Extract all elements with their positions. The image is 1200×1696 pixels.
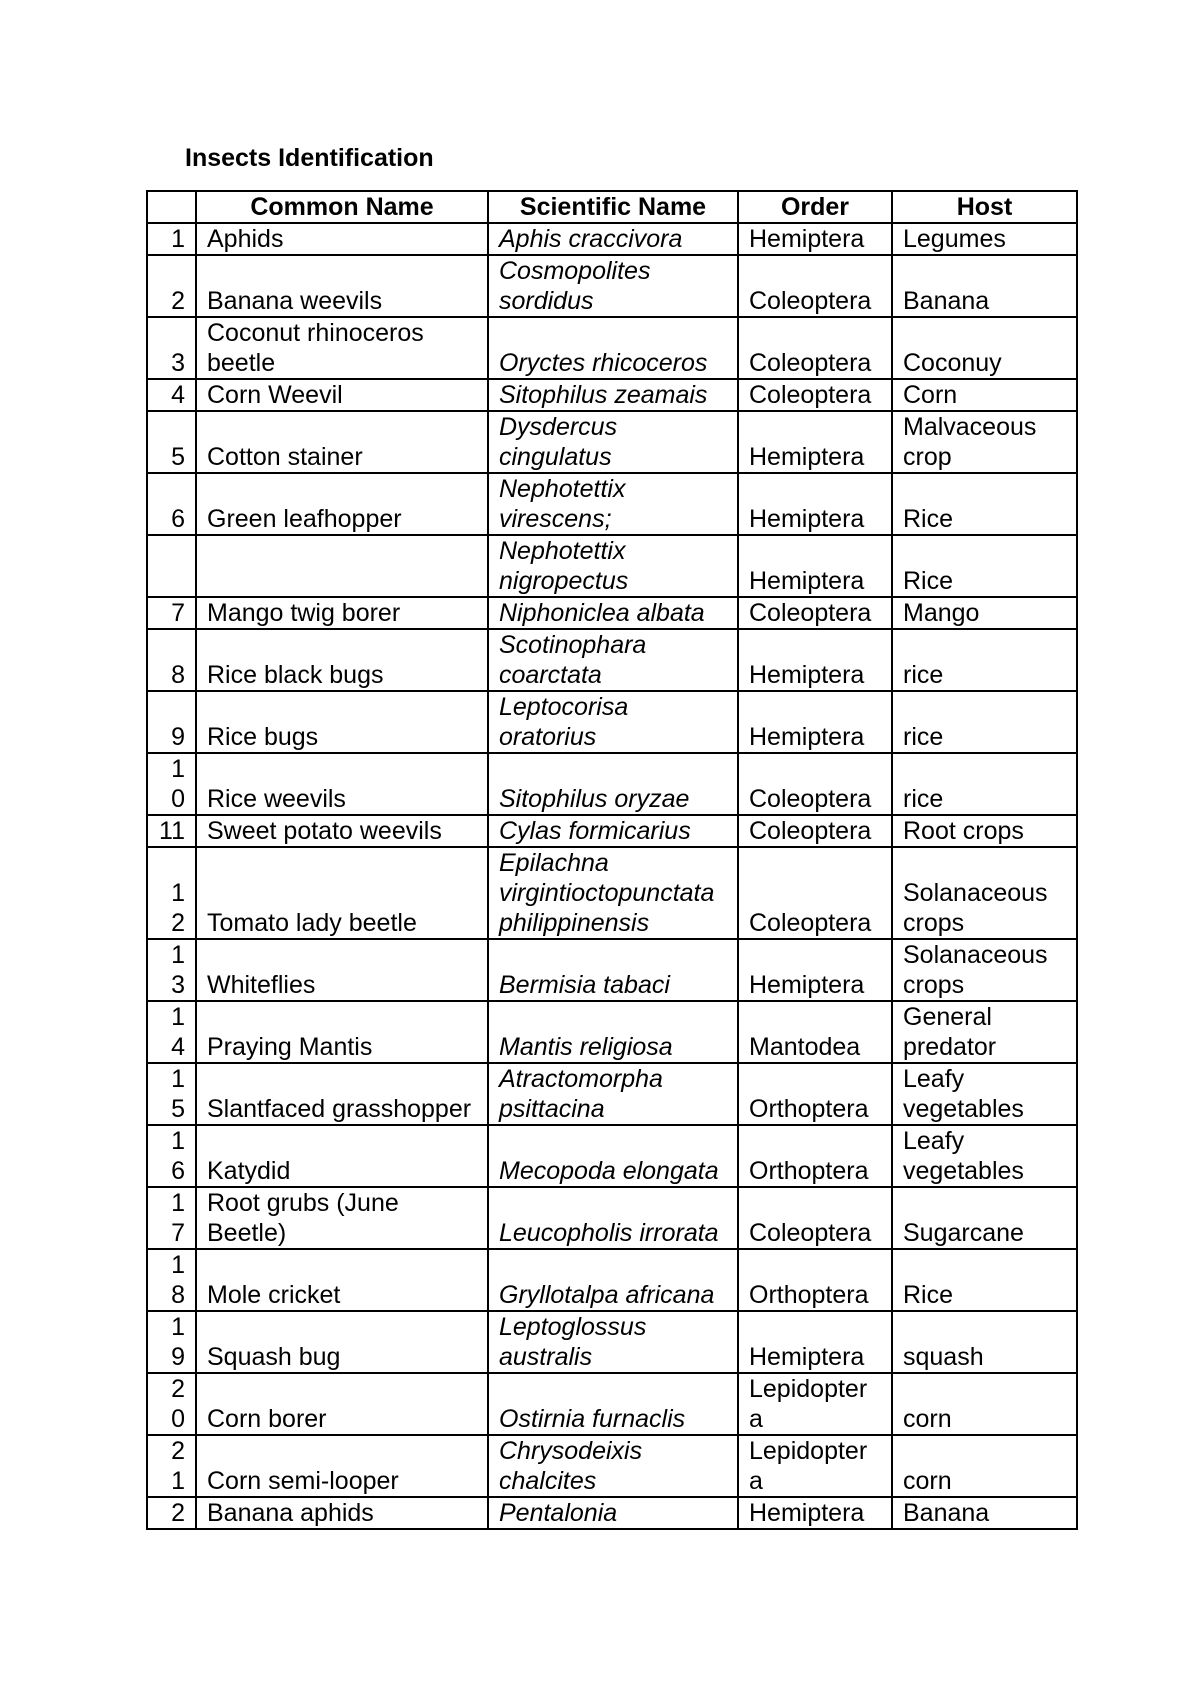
- table-row: [147, 847, 1077, 939]
- host-cell: Corn: [892, 379, 1077, 411]
- order-cell: Orthoptera: [738, 1249, 892, 1311]
- common-name-cell: Banana weevils: [196, 255, 488, 317]
- scientific-name-cell: Nephotettix nigropectus: [488, 535, 738, 597]
- table-row: [147, 1249, 1077, 1311]
- common-name-cell: Squash bug: [196, 1311, 488, 1373]
- scientific-name-cell: Dysdercus cingulatus: [488, 411, 738, 473]
- host-cell: rice: [892, 629, 1077, 691]
- host-cell: Root crops: [892, 815, 1077, 847]
- table-row: [147, 223, 1077, 255]
- scientific-name-cell: Chrysodeixis chalcites: [488, 1435, 738, 1497]
- row-number: 7: [147, 597, 196, 629]
- host-cell: Banana: [892, 1497, 1077, 1529]
- order-cell: Lepidoptera: [738, 1435, 892, 1497]
- host-cell: rice: [892, 691, 1077, 753]
- row-number: 18: [147, 1249, 196, 1311]
- host-cell: corn: [892, 1373, 1077, 1435]
- common-name-cell: Mole cricket: [196, 1249, 488, 1311]
- host-cell: Sugarcane: [892, 1187, 1077, 1249]
- common-name-cell: Katydid: [196, 1125, 488, 1187]
- table-row: [147, 379, 1077, 411]
- table-row: [147, 1001, 1077, 1063]
- order-cell: Hemiptera: [738, 1311, 892, 1373]
- table-row: [147, 1373, 1077, 1435]
- header-number: [147, 191, 196, 223]
- table-row: [147, 255, 1077, 317]
- order-cell: Coleoptera: [738, 847, 892, 939]
- scientific-name-cell: Leptoglossus australis: [488, 1311, 738, 1373]
- host-cell: Banana: [892, 255, 1077, 317]
- row-number: 13: [147, 939, 196, 1001]
- common-name-cell: Praying Mantis: [196, 1001, 488, 1063]
- order-cell: Hemiptera: [738, 939, 892, 1001]
- common-name-cell: Corn Weevil: [196, 379, 488, 411]
- row-number: 11: [147, 815, 196, 847]
- scientific-name-cell: Nephotettix virescens;: [488, 473, 738, 535]
- order-cell: Coleoptera: [738, 255, 892, 317]
- scientific-name-cell: Niphoniclea albata: [488, 597, 738, 629]
- scientific-name-cell: Cosmopolites sordidus: [488, 255, 738, 317]
- row-number: 8: [147, 629, 196, 691]
- host-cell: Legumes: [892, 223, 1077, 255]
- table-row: [147, 753, 1077, 815]
- host-cell: Leafy vegetables: [892, 1063, 1077, 1125]
- common-name-cell: Rice black bugs: [196, 629, 488, 691]
- table-body: [147, 223, 1077, 1529]
- table-row: [147, 317, 1077, 379]
- row-number: 20: [147, 1373, 196, 1435]
- row-number: [147, 535, 196, 597]
- common-name-cell: [196, 535, 488, 597]
- scientific-name-cell: Mantis religiosa: [488, 1001, 738, 1063]
- host-cell: rice: [892, 753, 1077, 815]
- host-cell: Coconuy: [892, 317, 1077, 379]
- common-name-cell: Rice bugs: [196, 691, 488, 753]
- scientific-name-cell: Oryctes rhicoceros: [488, 317, 738, 379]
- host-cell: Malvaceous crop: [892, 411, 1077, 473]
- row-number: 6: [147, 473, 196, 535]
- host-cell: corn: [892, 1435, 1077, 1497]
- table-row: [147, 815, 1077, 847]
- row-number: 16: [147, 1125, 196, 1187]
- common-name-cell: Rice weevils: [196, 753, 488, 815]
- order-cell: Hemiptera: [738, 1497, 892, 1529]
- common-name-cell: Aphids: [196, 223, 488, 255]
- order-cell: Orthoptera: [738, 1063, 892, 1125]
- scientific-name-cell: Atractomorpha psittacina: [488, 1063, 738, 1125]
- row-number: 17: [147, 1187, 196, 1249]
- table-row: [147, 691, 1077, 753]
- row-number: 2: [147, 1497, 196, 1529]
- row-number: 9: [147, 691, 196, 753]
- row-number: 21: [147, 1435, 196, 1497]
- order-cell: Coleoptera: [738, 379, 892, 411]
- row-number: 1: [147, 223, 196, 255]
- scientific-name-cell: Aphis craccivora: [488, 223, 738, 255]
- table-row: [147, 597, 1077, 629]
- row-number: 4: [147, 379, 196, 411]
- row-number: 14: [147, 1001, 196, 1063]
- table-row: [147, 1125, 1077, 1187]
- order-cell: Orthoptera: [738, 1125, 892, 1187]
- order-cell: Hemiptera: [738, 411, 892, 473]
- common-name-cell: Coconut rhinoceros beetle: [196, 317, 488, 379]
- order-cell: Coleoptera: [738, 317, 892, 379]
- scientific-name-cell: Cylas formicarius: [488, 815, 738, 847]
- scientific-name-cell: Leucopholis irrorata: [488, 1187, 738, 1249]
- table-row: [147, 629, 1077, 691]
- common-name-cell: Root grubs (June Beetle): [196, 1187, 488, 1249]
- common-name-cell: Banana aphids: [196, 1497, 488, 1529]
- common-name-cell: Corn borer: [196, 1373, 488, 1435]
- row-number: 10: [147, 753, 196, 815]
- order-cell: Mantodea: [738, 1001, 892, 1063]
- common-name-cell: Whiteflies: [196, 939, 488, 1001]
- common-name-cell: Tomato lady beetle: [196, 847, 488, 939]
- host-cell: Rice: [892, 535, 1077, 597]
- table-header-row: [147, 191, 1077, 223]
- common-name-cell: Cotton stainer: [196, 411, 488, 473]
- insects-table: [146, 190, 1078, 1530]
- host-cell: squash: [892, 1311, 1077, 1373]
- scientific-name-cell: Bermisia tabaci: [488, 939, 738, 1001]
- host-cell: Rice: [892, 1249, 1077, 1311]
- common-name-cell: Corn semi-looper: [196, 1435, 488, 1497]
- order-cell: Hemiptera: [738, 535, 892, 597]
- table-row: [147, 535, 1077, 597]
- scientific-name-cell: Gryllotalpa africana: [488, 1249, 738, 1311]
- scientific-name-cell: Scotinophara coarctata: [488, 629, 738, 691]
- scientific-name-cell: Mecopoda elongata: [488, 1125, 738, 1187]
- host-cell: General predator: [892, 1001, 1077, 1063]
- row-number: 5: [147, 411, 196, 473]
- order-cell: Hemiptera: [738, 629, 892, 691]
- table-row: [147, 1435, 1077, 1497]
- common-name-cell: Mango twig borer: [196, 597, 488, 629]
- common-name-cell: Sweet potato weevils: [196, 815, 488, 847]
- table-row: [147, 411, 1077, 473]
- header-host: Host: [892, 191, 1077, 223]
- order-cell: Hemiptera: [738, 691, 892, 753]
- header-order: Order: [738, 191, 892, 223]
- scientific-name-cell: Leptocorisa oratorius: [488, 691, 738, 753]
- row-number: 12: [147, 847, 196, 939]
- host-cell: Solanaceous crops: [892, 847, 1077, 939]
- common-name-cell: Green leafhopper: [196, 473, 488, 535]
- table-row: [147, 1187, 1077, 1249]
- host-cell: Mango: [892, 597, 1077, 629]
- scientific-name-cell: Sitophilus zeamais: [488, 379, 738, 411]
- order-cell: Coleoptera: [738, 1187, 892, 1249]
- order-cell: Hemiptera: [738, 473, 892, 535]
- order-cell: Coleoptera: [738, 815, 892, 847]
- scientific-name-cell: Sitophilus oryzae: [488, 753, 738, 815]
- scientific-name-cell: Ostirnia furnaclis: [488, 1373, 738, 1435]
- common-name-cell: Slantfaced grasshopper: [196, 1063, 488, 1125]
- row-number: 19: [147, 1311, 196, 1373]
- order-cell: Coleoptera: [738, 753, 892, 815]
- order-cell: Hemiptera: [738, 223, 892, 255]
- header-scientific-name: Scientific Name: [488, 191, 738, 223]
- table-row: [147, 473, 1077, 535]
- document-title: Insects Identification: [185, 144, 434, 172]
- table-row: [147, 939, 1077, 1001]
- order-cell: Lepidoptera: [738, 1373, 892, 1435]
- host-cell: Solanaceous crops: [892, 939, 1077, 1001]
- scientific-name-cell: Pentalonia: [488, 1497, 738, 1529]
- row-number: 3: [147, 317, 196, 379]
- table-row: [147, 1311, 1077, 1373]
- header-common-name: Common Name: [196, 191, 488, 223]
- scientific-name-cell: Epilachna virgintioctopunctata philippinensis: [488, 847, 738, 939]
- order-cell: Coleoptera: [738, 597, 892, 629]
- row-number: 2: [147, 255, 196, 317]
- row-number: 15: [147, 1063, 196, 1125]
- host-cell: Leafy vegetables: [892, 1125, 1077, 1187]
- table-row: [147, 1497, 1077, 1529]
- host-cell: Rice: [892, 473, 1077, 535]
- table-row: [147, 1063, 1077, 1125]
